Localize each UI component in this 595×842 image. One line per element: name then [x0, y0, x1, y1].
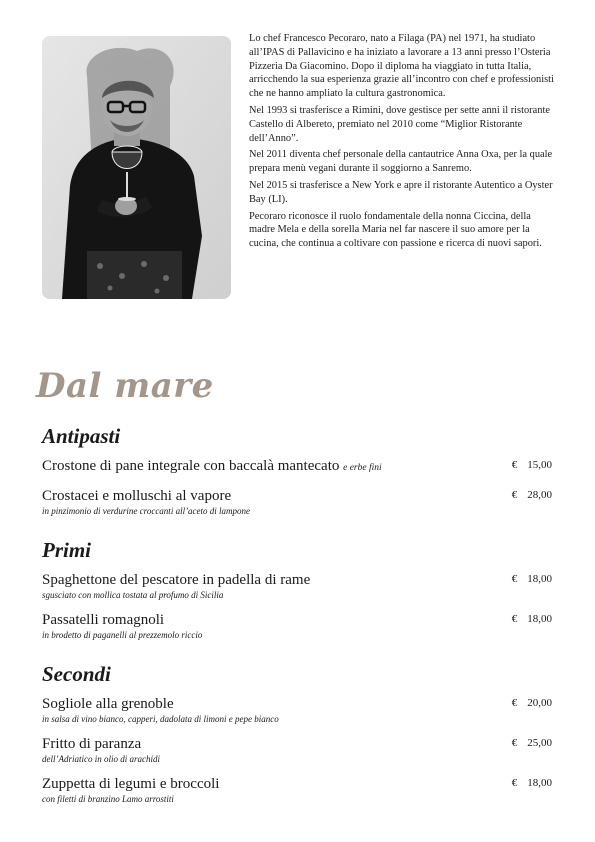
chef-photo: [42, 36, 231, 299]
category-antipasti: [42, 424, 554, 517]
chef-photo-image: [42, 36, 231, 299]
currency-symbol: €: [511, 613, 518, 625]
price-value: 20,00: [527, 697, 552, 709]
dish-name: Spaghettone del pescatore in padella di rame: [42, 572, 311, 588]
currency-symbol: €: [511, 697, 518, 709]
currency-symbol: €: [511, 459, 518, 471]
menu-item: [42, 735, 554, 765]
currency-symbol: €: [511, 737, 518, 749]
dish-name: Sogliole alla grenoble: [42, 696, 174, 712]
menu-item: [42, 611, 554, 641]
dish-name: Crostacei e molluschi al vapore: [42, 488, 232, 504]
currency-symbol: €: [511, 573, 518, 585]
price-value: 18,00: [527, 777, 552, 789]
dish-description: in pinzimonio di verdurine croccanti all’aceto di lampone: [42, 506, 251, 516]
bio-paragraph: Pecoraro riconosce il ruolo fondamentale della nonna Ciccina, della madre Mela e della sorella Maria nel far nascere il suo amore per la cucina, che continua a coltivare con passione e ricerca di nuovi sapori.: [249, 210, 542, 250]
dish-price: [512, 737, 552, 749]
menu-item: [42, 695, 554, 725]
menu-item: [42, 487, 554, 517]
chef-biography: [249, 32, 559, 254]
category-title: Secondi: [42, 662, 111, 686]
category-title: Primi: [42, 538, 92, 562]
dish-description: in brodetto di paganelli al prezzemolo riccio: [42, 630, 203, 640]
menu-item: [42, 457, 554, 477]
dish-price: [512, 573, 552, 585]
bio-paragraph: Nel 1993 si trasferisce a Rimini, dove gestisce per sette anni il ristorante Castello di Albereto, premiato nel 2010 come “Miglior Ristorante dell’Anno”.: [249, 104, 550, 144]
dish-price: [512, 613, 552, 625]
dish-name: Crostone di pane integrale con baccalà mantecato: [42, 458, 340, 474]
category-secondi: [42, 662, 554, 805]
bio-paragraph: Nel 2011 diventa chef personale della cantautrice Anna Oxa, per la quale prepara menù vegani durante il soggiorno a Sanremo.: [249, 149, 553, 175]
dish-name: Zuppetta di legumi e broccoli: [42, 776, 220, 792]
dish-name: Passatelli romagnoli: [42, 612, 165, 628]
bio-paragraph: Nel 2015 si trasferisce a New York e apre il ristorante Autentico a Oyster Bay (LI).: [249, 179, 553, 205]
dish-description: con filetti di branzino Lamo arrostiti: [42, 794, 174, 804]
category-primi: [42, 538, 554, 641]
menu: [42, 424, 554, 826]
dish-price: [512, 777, 552, 789]
section-title: Dal mare: [36, 366, 214, 406]
currency-symbol: €: [511, 777, 518, 789]
dish-description: in salsa di vino bianco, capperi, dadolata di limoni e pepe bianco: [42, 714, 279, 724]
bio-paragraph: Lo chef Francesco Pecoraro, nato a Filaga (PA) nel 1971, ha studiato all’IPAS di Pallavicino e ha iniziato a lavorare a 13 anni presso l’Osteria Pizzeria Da Giacomino. Dopo il diploma ha viaggiato in tutta Italia, arricchendo la sua esperienza grazie all’incontro con chef e professionisti che ne hanno ampliato la cultura gastronomica.: [249, 33, 554, 100]
price-value: 18,00: [527, 613, 552, 625]
dish-price: [512, 489, 552, 501]
currency-symbol: €: [511, 489, 518, 501]
price-value: 28,00: [527, 489, 552, 501]
category-title: Antipasti: [42, 424, 121, 448]
menu-item: [42, 775, 554, 805]
dish-description: dell’Adriatico in olio di arachidi: [42, 754, 160, 764]
dish-note: e erbe fini: [343, 463, 382, 473]
dish-name: Fritto di paranza: [42, 736, 142, 752]
price-value: 15,00: [527, 459, 552, 471]
price-value: 18,00: [527, 573, 552, 585]
dish-description: sgusciato con mollica tostata al profumo di Sicilia: [42, 590, 224, 600]
dish-price: [512, 697, 552, 709]
menu-item: [42, 571, 554, 601]
price-value: 25,00: [527, 737, 552, 749]
dish-price: [512, 459, 552, 471]
